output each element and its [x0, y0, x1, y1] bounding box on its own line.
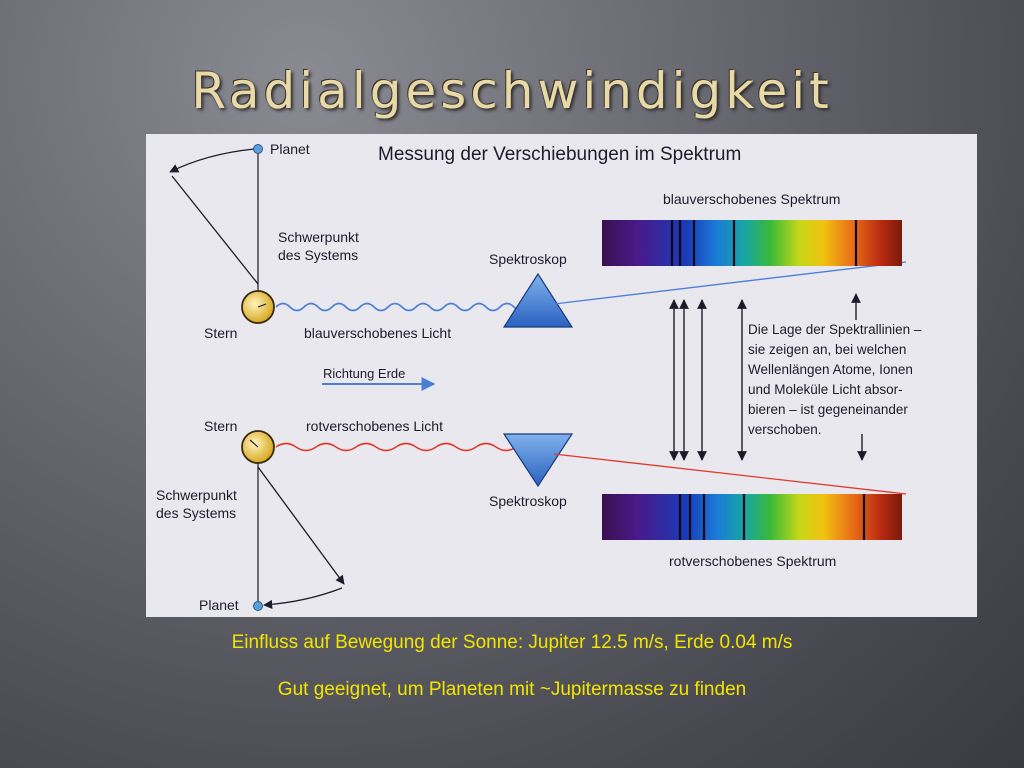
diagram-canvas: [146, 134, 977, 617]
orbit-arc-bottom: [264, 588, 342, 605]
explanation-line-3: Wellenlängen Atome, Ionen: [748, 362, 913, 377]
planet-bottom-label: Planet: [199, 597, 239, 613]
orbit-arc-top: [170, 149, 254, 172]
slide-title: Radialgeschwindigkeit: [191, 62, 833, 120]
spectroscope-bottom-label: Spektroskop: [489, 493, 567, 509]
orbit-line-bottom: [258, 467, 344, 584]
planet-bottom-icon: [254, 602, 263, 611]
star-bottom-label: Stern: [204, 418, 238, 434]
spectroscope-top-icon: [504, 274, 572, 327]
barycenter-bottom-label-1: Schwerpunkt: [156, 487, 237, 503]
red-ray: [554, 454, 906, 494]
blue-ray: [554, 262, 906, 304]
blueshift-light-wave: [276, 304, 556, 311]
explanation-text: [748, 322, 922, 437]
orbit-line-top: [172, 176, 258, 284]
explanation-line-6: verschoben.: [748, 422, 822, 437]
planet-top-icon: [254, 145, 263, 154]
explanation-line-2: sie zeigen an, bei welchen: [748, 342, 907, 357]
barycenter-top-label-2: des Systems: [278, 247, 359, 263]
redshift-spectrum: [602, 494, 902, 540]
explanation-line-5: bieren – ist gegeneinander: [748, 402, 908, 417]
planet-top-label: Planet: [270, 141, 310, 157]
star-top-label: Stern: [204, 325, 238, 341]
spectroscope-top-label: Spektroskop: [489, 251, 567, 267]
diagram-heading: Messung der Verschiebungen im Spektrum: [378, 144, 742, 165]
barycenter-top-label-1: Schwerpunkt: [278, 229, 359, 245]
caption-sun-motion: Einfluss auf Bewegung der Sonne: Jupiter 12.5 m/s, Erde 0.04 m/s: [231, 632, 793, 653]
radial-velocity-diagram: [146, 134, 977, 617]
spectroscope-bottom-icon: [504, 434, 572, 486]
blueshift-light-label: blauverschobenes Licht: [304, 325, 452, 341]
redshift-spectrum-label: rotverschobenes Spektrum: [669, 553, 837, 569]
direction-label: Richtung Erde: [323, 366, 406, 381]
redshift-light-label: rotverschobenes Licht: [306, 418, 443, 434]
caption-jupiter-mass: Gut geeignet, um Planeten mit ~Jupitermasse zu finden: [277, 679, 747, 700]
blueshift-spectrum-label: blauverschobenes Spektrum: [663, 191, 841, 207]
explanation-line-1: Die Lage der Spektrallinien –: [748, 322, 922, 337]
barycenter-bottom-label-2: des Systems: [156, 505, 237, 521]
explanation-line-4: und Moleküle Licht absor-: [748, 382, 903, 397]
